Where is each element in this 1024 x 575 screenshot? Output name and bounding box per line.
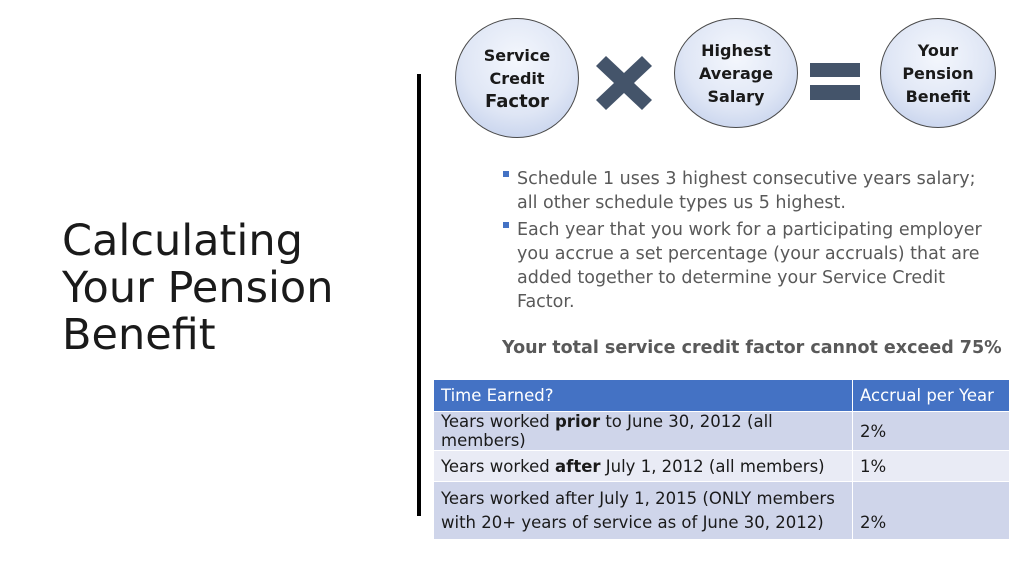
bullet-item: Each year that you work for a participating employer you accrue a set percentage (your accruals) that are added together to determine your Service Credit Factor. [502,218,982,314]
cell-emphasis: prior [555,412,601,431]
accrual-table [433,379,1010,540]
table-row [434,451,1010,482]
circle-label: Your [917,40,959,60]
time-earned-cell [434,451,853,482]
max-factor-note: Your total service credit factor cannot exceed 75% [502,338,1002,358]
table-row [434,482,1010,540]
table-header-row [434,380,1010,412]
vertical-divider [417,74,421,516]
circle-label: Benefit [905,86,971,106]
bullet-item: Schedule 1 uses 3 highest consecutive years salary; all other schedule types us 5 highest. [502,167,982,215]
circle-label: Salary [707,86,765,106]
circle-label: Service [483,45,551,65]
column-header: Accrual per Year [853,380,1010,412]
circle-label: Pension [902,63,974,83]
cell-text: Years worked [441,412,555,431]
circle-label: Credit [489,68,545,88]
cell-text: July 1, 2012 (all members) [600,456,825,476]
circle-label: Factor [485,90,549,112]
slide-title-line: Your Pension [62,263,334,313]
times-icon [592,54,656,112]
column-header: Time Earned? [434,380,853,412]
table-row [434,412,1010,451]
time-earned-cell [434,482,853,540]
accrual-cell: 1% [853,451,1010,482]
slide-title-line: Calculating [62,216,303,266]
time-earned-cell [434,412,853,451]
slide-title [62,218,333,359]
cell-text: Years worked [441,456,555,476]
cell-emphasis: after [555,456,601,476]
slide-title-line: Benefit [62,310,216,360]
cell-text: to June 30, 2012 (all members) [441,412,773,450]
accrual-cell: 2% [853,482,1010,540]
bullet-list [502,167,982,317]
highest-average-salary-circle [674,18,798,128]
circle-label: Highest [701,40,771,60]
cell-text: Years worked after July 1, 2015 (ONLY members with 20+ years of service as of June 30, 2012) [441,488,835,532]
circle-label: Average [698,63,774,83]
service-credit-factor-circle [455,18,579,138]
pension-benefit-circle [880,18,996,128]
equals-icon [810,63,860,101]
accrual-cell: 2% [853,412,1010,451]
